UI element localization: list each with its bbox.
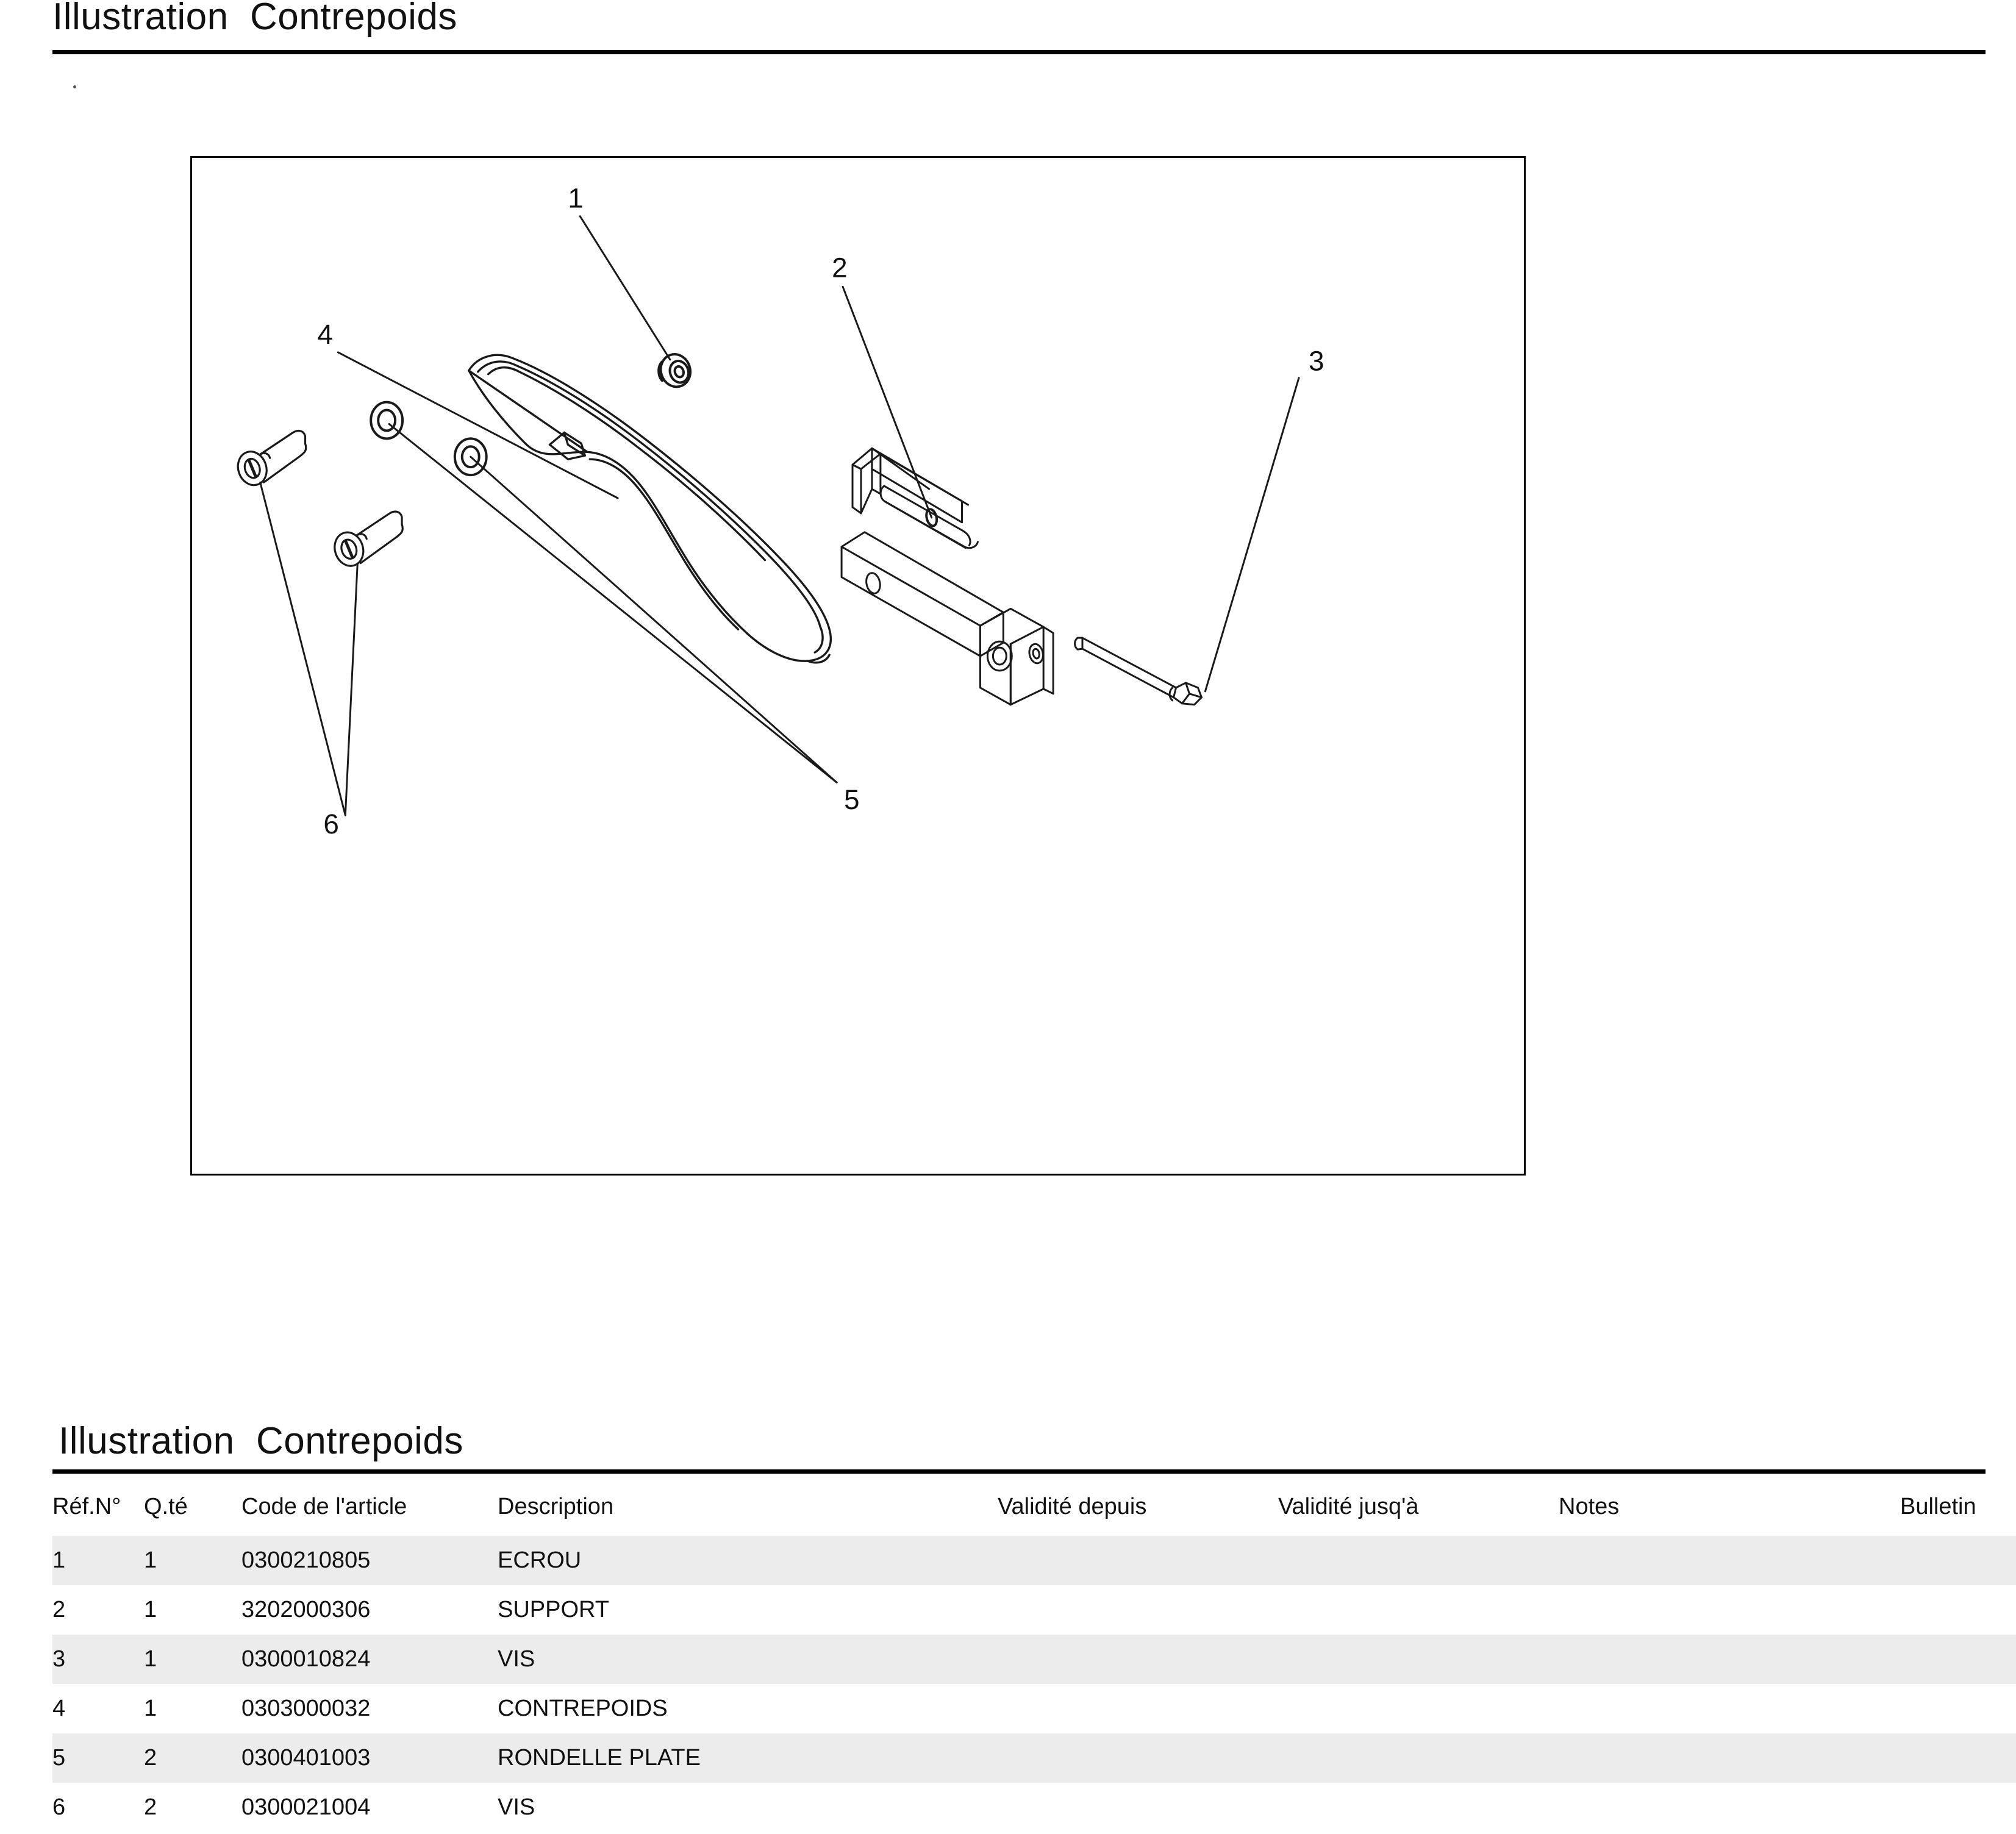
cell-bulletin bbox=[1900, 1783, 2016, 1832]
page-title-bottom: Illustration Contrepoids bbox=[59, 1420, 463, 1462]
cell-bulletin bbox=[1900, 1733, 2016, 1783]
cell-valid-from bbox=[998, 1733, 1278, 1783]
callout-number-3: 3 bbox=[1308, 344, 1324, 377]
column-header-code[interactable]: Code de l'article bbox=[241, 1494, 407, 1519]
cell-notes bbox=[1559, 1684, 1900, 1733]
cell-bulletin bbox=[1900, 1536, 2016, 1585]
leader-line-6b bbox=[345, 564, 357, 816]
cell-notes bbox=[1559, 1783, 1900, 1832]
cell-code: 0303000032 bbox=[241, 1696, 371, 1721]
cell-description: VIS bbox=[498, 1794, 535, 1820]
cell-valid-from bbox=[998, 1536, 1278, 1585]
cell-valid-to bbox=[1278, 1783, 1559, 1832]
cell-code: 0300021004 bbox=[241, 1794, 371, 1820]
column-header-description[interactable]: Description bbox=[498, 1494, 614, 1519]
cell-valid-to bbox=[1278, 1536, 1559, 1585]
cell-notes bbox=[1559, 1585, 1900, 1635]
table-row[interactable] bbox=[52, 1783, 2016, 1832]
leader-lines bbox=[260, 216, 1299, 815]
part-vis-courte-b bbox=[331, 512, 402, 569]
table-row[interactable] bbox=[52, 1585, 2016, 1635]
part-vis-long bbox=[1075, 638, 1202, 705]
part-support bbox=[842, 448, 1053, 704]
callout-number-4: 4 bbox=[317, 318, 333, 350]
leader-line-2 bbox=[843, 287, 932, 518]
cell-ref: 6 bbox=[52, 1794, 66, 1820]
cell-description: RONDELLE PLATE bbox=[498, 1733, 998, 1783]
cell-ref: 2 bbox=[52, 1597, 66, 1622]
cell-qty: 1 bbox=[144, 1635, 241, 1684]
part-ecrou bbox=[657, 351, 695, 391]
callout-number-5: 5 bbox=[844, 783, 860, 816]
table-row[interactable] bbox=[52, 1733, 2016, 1783]
cell-code: 0300401003 bbox=[241, 1733, 498, 1783]
leader-line-3 bbox=[1205, 378, 1299, 691]
cell-qty: 1 bbox=[144, 1696, 157, 1721]
title-rule-bottom bbox=[52, 1469, 1986, 1474]
illustration-frame bbox=[190, 156, 1526, 1176]
cell-description: ECROU bbox=[498, 1536, 998, 1585]
cell-ref: 3 bbox=[52, 1635, 144, 1684]
table-row[interactable] bbox=[52, 1684, 2016, 1733]
callout-number-6: 6 bbox=[323, 808, 339, 840]
cell-valid-from bbox=[998, 1684, 1278, 1733]
column-header-bulletin[interactable]: Bulletin bbox=[1900, 1494, 1976, 1519]
column-header-valid-to[interactable]: Validité jusq'à bbox=[1278, 1494, 1419, 1519]
part-vis-courte-a bbox=[234, 430, 306, 488]
column-header-qty[interactable]: Q.té bbox=[144, 1494, 188, 1519]
cell-valid-to bbox=[1278, 1585, 1559, 1635]
cell-description: VIS bbox=[498, 1635, 998, 1684]
parts-table bbox=[52, 1488, 2016, 1832]
page-title-top: Illustration Contrepoids bbox=[52, 0, 457, 38]
table-header-row bbox=[52, 1488, 2016, 1536]
cell-qty: 2 bbox=[144, 1733, 241, 1783]
leader-line-6a bbox=[260, 482, 346, 815]
cell-valid-from bbox=[998, 1783, 1278, 1832]
cell-valid-from bbox=[998, 1635, 1278, 1684]
leader-line-1 bbox=[580, 216, 670, 360]
parts-table-container bbox=[52, 1488, 1986, 1832]
cell-valid-to bbox=[1278, 1684, 1559, 1733]
column-header-valid-from[interactable]: Validité depuis bbox=[998, 1494, 1147, 1519]
title-rule-top bbox=[52, 50, 1986, 54]
cell-bulletin bbox=[1900, 1585, 2016, 1635]
cell-notes bbox=[1559, 1733, 1900, 1783]
cell-notes bbox=[1559, 1635, 1900, 1684]
cell-valid-to bbox=[1278, 1733, 1559, 1783]
cell-qty: 1 bbox=[144, 1536, 241, 1585]
leader-line-5b bbox=[389, 424, 837, 782]
cell-notes bbox=[1559, 1536, 1900, 1585]
page-mark-dot bbox=[73, 85, 76, 88]
column-header-ref[interactable]: Réf.N° bbox=[52, 1494, 121, 1519]
parts-table-body bbox=[52, 1536, 2016, 1832]
cell-bulletin bbox=[1900, 1684, 2016, 1733]
cell-code: 0300210805 bbox=[241, 1536, 498, 1585]
cell-code: 3202000306 bbox=[241, 1597, 371, 1622]
cell-ref: 1 bbox=[52, 1536, 144, 1585]
callout-number-2: 2 bbox=[832, 251, 848, 284]
cell-description: CONTREPOIDS bbox=[498, 1696, 668, 1721]
cell-ref: 4 bbox=[52, 1696, 66, 1721]
cell-ref: 5 bbox=[52, 1733, 144, 1783]
cell-code: 0300010824 bbox=[241, 1635, 498, 1684]
cell-valid-from bbox=[998, 1585, 1278, 1635]
callout-number-1: 1 bbox=[568, 182, 584, 214]
table-row[interactable] bbox=[52, 1536, 2016, 1585]
cell-valid-to bbox=[1278, 1635, 1559, 1684]
part-rondelle-plate-a bbox=[371, 402, 402, 439]
column-header-notes[interactable]: Notes bbox=[1559, 1494, 1620, 1519]
cell-qty: 2 bbox=[144, 1794, 157, 1820]
cell-bulletin bbox=[1900, 1635, 2016, 1684]
exploded-parts-diagram bbox=[192, 158, 1524, 1174]
cell-description: SUPPORT bbox=[498, 1597, 610, 1622]
table-row[interactable] bbox=[52, 1635, 2016, 1684]
cell-qty: 1 bbox=[144, 1597, 157, 1622]
